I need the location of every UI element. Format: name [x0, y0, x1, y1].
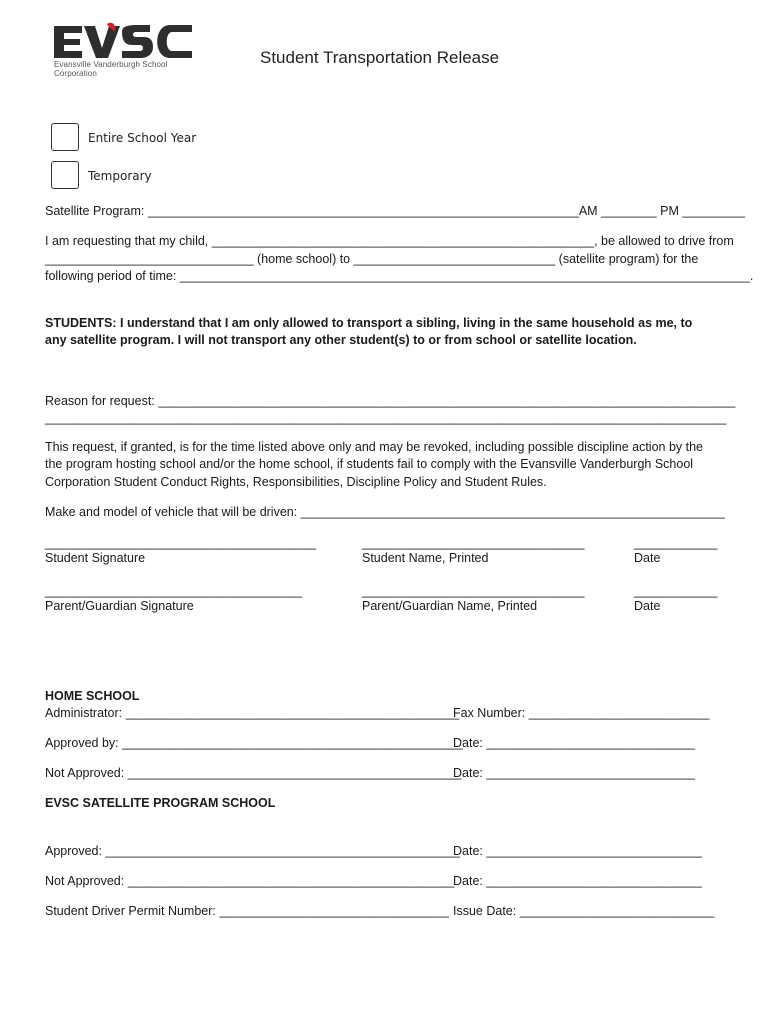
administrator-field[interactable]: Administrator: ________________________________________________ [45, 706, 460, 720]
student-signature-line[interactable]: _______________________________________ [45, 536, 317, 550]
satellite-approved-field[interactable]: Approved: ___________________________________________________ [45, 844, 461, 858]
fax-number-field[interactable]: Fax Number: __________________________ [453, 706, 710, 720]
satellite-school-heading: EVSC SATELLITE PROGRAM SCHOOL [45, 796, 276, 810]
entire-school-year-checkbox[interactable] [51, 123, 79, 151]
parent-name-line[interactable]: ________________________________ [362, 584, 585, 598]
notice-line-1: This request, if granted, is for the time listed above only and may be revoked, including possible discipline action by the [45, 440, 704, 454]
student-name-line[interactable]: ________________________________ [362, 536, 585, 550]
request-line-2[interactable]: ______________________________ (home school) to _____________________________ (satellite program) for the [45, 252, 699, 266]
request-line-3[interactable]: following period of time: __________________________________________________________________________________. [45, 269, 754, 283]
entire-school-year-label: Entire School Year [88, 131, 197, 145]
students-statement-2: any satellite program. I will not transport any other student(s) to or from school or satellite location. [45, 333, 637, 347]
satellite-program-field[interactable]: Satellite Program: ______________________________________________________________AM ________ PM _________ [45, 204, 745, 218]
approved-by-date-field[interactable]: Date: ______________________________ [453, 736, 695, 750]
not-approved-field[interactable]: Not Approved: ________________________________________________ [45, 766, 462, 780]
notice-line-2: the program hosting school and/or the home school, if students fail to comply with the Evansville Vanderburgh School [45, 457, 694, 471]
vehicle-field[interactable]: Make and model of vehicle that will be driven: _____________________________________________________________ [45, 505, 725, 519]
parent-date-line[interactable]: ____________ [634, 584, 718, 598]
student-name-label: Student Name, Printed [362, 551, 489, 565]
issue-date-field[interactable]: Issue Date: ____________________________ [453, 904, 715, 918]
parent-name-label: Parent/Guardian Name, Printed [362, 599, 538, 613]
satellite-not-approved-date-field[interactable]: Date: _______________________________ [453, 874, 702, 888]
evsc-logo-mark [52, 20, 197, 62]
parent-date-label: Date [634, 599, 661, 613]
students-statement-1: STUDENTS: I understand that I am only allowed to transport a sibling, living in the same household as me, to [45, 316, 693, 330]
student-signature-label: Student Signature [45, 551, 146, 565]
notice-line-3: Corporation Student Conduct Rights, Responsibilities, Discipline Policy and Student Rules. [45, 475, 547, 489]
satellite-not-approved-field[interactable]: Not Approved: _______________________________________________ [45, 874, 455, 888]
request-line-1[interactable]: I am requesting that my child, _______________________________________________________, be allowed to drive from [45, 234, 734, 248]
approved-by-field[interactable]: Approved by: _________________________________________________ [45, 736, 463, 750]
student-date-label: Date [634, 551, 661, 565]
temporary-checkbox[interactable] [51, 161, 79, 189]
logo-subtitle: Evansville Vanderburgh School Corporation [54, 60, 168, 78]
reason-field-2[interactable]: __________________________________________________________________________________________________ [45, 411, 727, 425]
home-school-heading: HOME SCHOOL [45, 689, 140, 703]
satellite-approved-date-field[interactable]: Date: _______________________________ [453, 844, 702, 858]
evsc-logo [52, 20, 197, 78]
parent-signature-line[interactable]: _____________________________________ [45, 584, 303, 598]
permit-number-field[interactable]: Student Driver Permit Number: _________________________________ [45, 904, 449, 918]
reason-field-1[interactable]: Reason for request: ___________________________________________________________________________________ [45, 394, 736, 408]
student-date-line[interactable]: ____________ [634, 536, 718, 550]
page-title: Student Transportation Release [260, 48, 500, 67]
not-approved-date-field[interactable]: Date: ______________________________ [453, 766, 695, 780]
temporary-label: Temporary [88, 169, 152, 183]
parent-signature-label: Parent/Guardian Signature [45, 599, 194, 613]
